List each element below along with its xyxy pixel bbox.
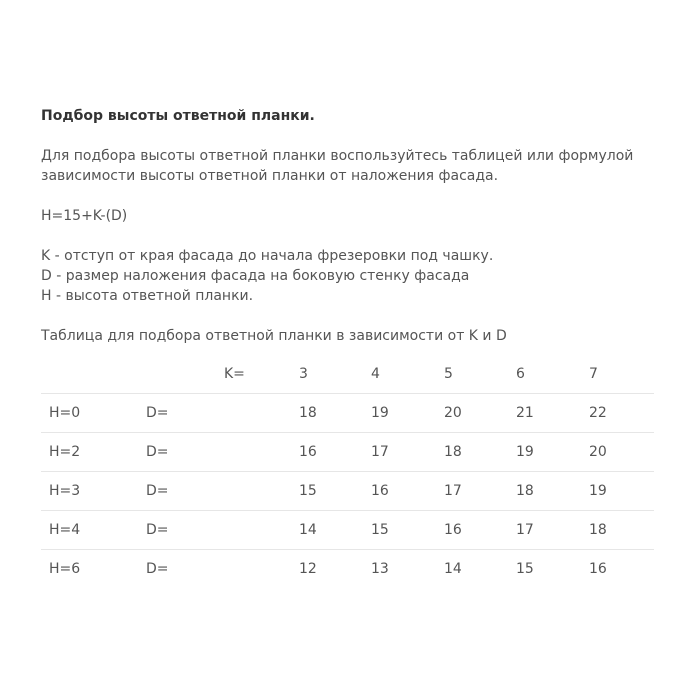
table-row <box>41 433 654 472</box>
table-caption: Таблица для подбора ответной планки в зависимости от K и D <box>41 328 507 344</box>
table-cell: 19 <box>589 472 654 511</box>
table-cell: 16 <box>299 433 371 472</box>
table-cell: 17 <box>371 433 444 472</box>
table-cell: 16 <box>371 472 444 511</box>
table-cell: 19 <box>371 394 444 433</box>
table-header-cell: 5 <box>444 355 516 394</box>
table-row <box>41 472 654 511</box>
table-cell: H=2 <box>41 433 146 472</box>
table-cell: 15 <box>299 472 371 511</box>
table-cell: 20 <box>589 433 654 472</box>
definitions-paragraph <box>41 246 661 306</box>
table-row <box>41 550 654 589</box>
table-header-cell: 7 <box>589 355 654 394</box>
table-header-cell <box>41 355 146 394</box>
table-cell: H=3 <box>41 472 146 511</box>
table-cell: H=6 <box>49 561 81 577</box>
table-cell: 18 <box>444 433 516 472</box>
table-row <box>41 511 654 550</box>
table-cell: 16 <box>444 511 516 550</box>
table-cell <box>224 394 299 433</box>
table-cell: 17 <box>444 472 516 511</box>
table-cell: 15 <box>371 511 444 550</box>
formula-text: H=15+K-(D) <box>41 208 128 224</box>
table-cell: H=0 <box>41 394 146 433</box>
definition-k: K - отступ от края фасада до начала фрезеровки под чашку. <box>41 248 494 264</box>
table-cell: 15 <box>516 561 534 577</box>
table-header-cell: 3 <box>299 355 371 394</box>
table-cell: D= <box>146 472 224 511</box>
table-row <box>41 394 654 433</box>
table-cell <box>224 550 299 589</box>
table-header-cell: 6 <box>516 355 589 394</box>
table-cell: 12 <box>299 561 317 577</box>
table-header-cell: 4 <box>371 355 444 394</box>
table-cell: D= <box>146 511 224 550</box>
intro-line: зависимости высоты ответной планки от наложения фасада. <box>41 168 499 184</box>
table-cell: 17 <box>516 511 589 550</box>
definition-d: D - размер наложения фасада на боковую стенку фасада <box>41 268 470 284</box>
table-cell: 18 <box>516 472 589 511</box>
article-content <box>41 106 661 588</box>
table-cell: 14 <box>299 511 371 550</box>
table-cell: 14 <box>444 561 462 577</box>
table-cell: 18 <box>299 394 371 433</box>
table-cell: 19 <box>516 433 589 472</box>
table-cell: D= <box>146 433 224 472</box>
table-cell <box>224 511 299 550</box>
table-cell: 21 <box>516 394 589 433</box>
lookup-table <box>41 355 654 588</box>
table-cell: D= <box>146 561 169 577</box>
table-cell: H=4 <box>41 511 146 550</box>
intro-line: Для подбора высоты ответной планки воспользуйтесь таблицей или формулой <box>41 148 634 164</box>
article-heading: Подбор высоты ответной планки. <box>41 108 315 124</box>
table-cell: 18 <box>589 511 654 550</box>
table-header-cell: K= <box>224 355 299 394</box>
table-cell: 13 <box>371 561 389 577</box>
table-cell: 16 <box>589 561 607 577</box>
table-cell: D= <box>146 394 224 433</box>
table-cell: 20 <box>444 394 516 433</box>
table-header-cell <box>146 355 224 394</box>
definition-h: H - высота ответной планки. <box>41 288 254 304</box>
intro-paragraph <box>41 146 661 186</box>
table-header-row <box>41 355 654 394</box>
table-cell <box>224 472 299 511</box>
table-cell <box>224 433 299 472</box>
table-cell: 22 <box>589 394 654 433</box>
